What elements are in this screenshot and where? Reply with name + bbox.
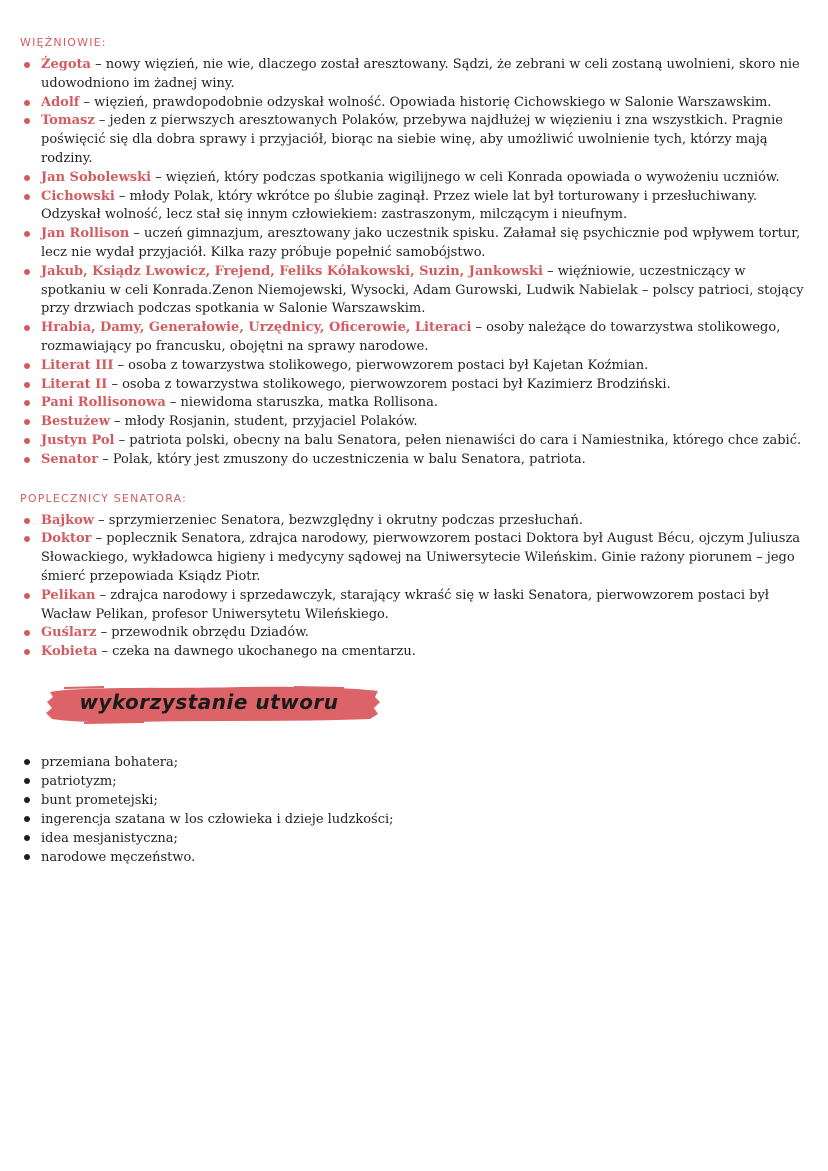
- character-entry: [20, 512, 812, 531]
- character-description: – Polak, który jest zmuszony do uczestniczenia w balu Senatora, patriota.: [98, 451, 586, 467]
- character-description: – nowy więzień, nie wie, dlaczego został aresztowany. Sądzi, że zebrani w celi zostaną uwolnieni, skoro nie udowodniono im żadnej winy.: [41, 57, 800, 91]
- character-name: Doktor: [41, 531, 92, 547]
- supporters-list: [20, 512, 812, 662]
- character-entry: [20, 188, 812, 226]
- usage-item: bunt prometejski;: [20, 791, 812, 810]
- character-name: Cichowski: [41, 188, 115, 204]
- character-entry: [20, 451, 812, 470]
- usage-item: patriotyzm;: [20, 772, 812, 791]
- character-description: – więzień, który podczas spotkania wigilijnego w celi Konrada opowiada o wywożeniu uczniów.: [151, 169, 780, 185]
- usage-item: ingerencja szatana w los człowieka i dzieje ludzkości;: [20, 810, 812, 829]
- character-description: – młody Polak, który wkrótce po ślubie zaginął. Przez wiele lat był torturowany i przesłuchiwany. Odzyskał wolność, lecz stał się innym człowiekiem: zastraszonym, milczącym i nieufnym.: [41, 188, 758, 223]
- prisoners-heading: WIĘŹNIOWIE:: [20, 36, 107, 49]
- usage-item: idea mesjanistyczna;: [20, 829, 812, 848]
- character-name: Pelikan: [41, 587, 96, 603]
- character-entry: [20, 56, 812, 94]
- character-name: Literat II: [41, 376, 108, 392]
- character-description: – czeka na dawnego ukochanego na cmentarzu.: [97, 644, 416, 660]
- character-name: Jakub, Ksiądz Lwowicz, Frejend, Feliks Kółakowski, Suzin, Jankowski: [41, 263, 543, 279]
- usage-item: przemiana bohatera;: [20, 753, 812, 772]
- character-entry: [20, 643, 812, 662]
- character-description: – młody Rosjanin, student, przyjaciel Polaków.: [109, 414, 418, 430]
- character-entry: [20, 319, 812, 357]
- character-description: – niewidoma staruszka, matka Rollisona.: [165, 395, 438, 411]
- document-page: [20, 36, 812, 867]
- character-entry: [20, 94, 812, 113]
- character-name: Bajkow: [41, 512, 94, 528]
- character-description: – poplecznik Senatora, zdrajca narodowy, pierwowzorem postaci Doktora był August Bécu, ojczym Juliusza Słowackiego, wykładowca higieny i medycyny sądowej na Uniwersytecie Wileńskim. Ginie rażony piorunem – jego śmierć przepowiada Ksiądz Piotr.: [41, 531, 801, 584]
- character-description: – więźniowie, uczestniczący w spotkaniu w celi Konrada.Zenon Niemojewski, Wysocki, Adam Gurowski, Ludwik Nabielak – polscy patrioci, stojący przy drzwiach podczas spotkania w Salonie Warszawskim.: [41, 263, 804, 317]
- character-name: Hrabia, Damy, Generałowie, Urzędnicy, Oficerowie, Literaci: [41, 320, 472, 336]
- character-entry: [20, 624, 812, 643]
- usage-banner-title: wykorzystanie utworu: [79, 689, 339, 714]
- character-entry: [20, 587, 812, 625]
- character-entry: [20, 112, 812, 168]
- character-description: – zdrajca narodowy i sprzedawczyk, starający wkraść się w łaski Senatora, pierwowzorem postaci był Wacław Pelikan, profesor Uniwersytetu Wileńskiego.: [41, 587, 770, 622]
- character-name: Justyn Pol: [41, 432, 115, 448]
- character-name: Kobieta: [41, 644, 98, 660]
- character-description: – osoby należące do towarzystwa stolikowego, rozmawiający po francusku, obojętni na sprawy narodowe.: [41, 320, 781, 354]
- character-entry: [20, 394, 812, 413]
- character-entry: [20, 432, 812, 451]
- character-entry: [20, 225, 812, 263]
- character-name: Senator: [41, 451, 99, 467]
- character-name: Pani Rollisonowa: [41, 395, 166, 411]
- character-description: – przewodnik obrzędu Dziadów.: [96, 625, 309, 641]
- character-name: Adolf: [41, 94, 80, 110]
- character-description: – więzień, prawdopodobnie odzyskał wolność. Opowiada historię Cichowskiego w Salonie Warszawskim.: [79, 94, 772, 110]
- supporters-heading: POPLECZNICY SENATORA:: [20, 491, 188, 505]
- character-entry: [20, 169, 812, 188]
- usage-banner: [44, 682, 384, 728]
- character-entry: [20, 357, 812, 376]
- character-description: – jeden z pierwszych aresztowanych Polaków, przebywa najdłużej w więzieniu i zna wszystkich. Pragnie poświęcić się dla dobra sprawy i przyjaciół, biorąc na siebie winę, aby umożliwić uwolnienie tych, którzy mają rodziny.: [41, 113, 783, 166]
- character-description: – uczeń gimnazjum, aresztowany jako uczestnik spisku. Załamał się psychicznie pod wpływem tortur, lecz nie wydał przyjaciół. Kilka razy próbuje popełnić samobójstwo.: [41, 226, 801, 260]
- character-name: Bestużew: [41, 414, 110, 430]
- character-name: Jan Sobolewski: [41, 169, 152, 185]
- character-entry: [20, 376, 812, 395]
- character-description: – patriota polski, obecny na balu Senatora, pełen nienawiści do cara i Namiestnika, którego chce zabić.: [114, 432, 802, 448]
- character-description: – sprzymierzeniec Senatora, bezwzględny i okrutny podczas przesłuchań.: [93, 512, 583, 528]
- character-name: Tomasz: [41, 113, 95, 129]
- character-description: – osoba z towarzystwa stolikowego, pierwowzorem postaci był Kazimierz Brodziński.: [107, 376, 671, 392]
- character-entry: [20, 263, 812, 319]
- character-name: Jan Rollison: [41, 226, 130, 242]
- usage-item: narodowe męczeństwo.: [20, 848, 812, 867]
- character-name: Żegota: [41, 57, 91, 72]
- character-description: – osoba z towarzystwa stolikowego, pierwowzorem postaci był Kajetan Koźmian.: [113, 357, 649, 373]
- prisoners-list: [20, 56, 812, 470]
- usage-list: [20, 753, 812, 867]
- character-name: Literat III: [41, 357, 114, 373]
- character-entry: [20, 530, 812, 586]
- character-name: Guślarz: [41, 625, 97, 641]
- character-entry: [20, 413, 812, 432]
